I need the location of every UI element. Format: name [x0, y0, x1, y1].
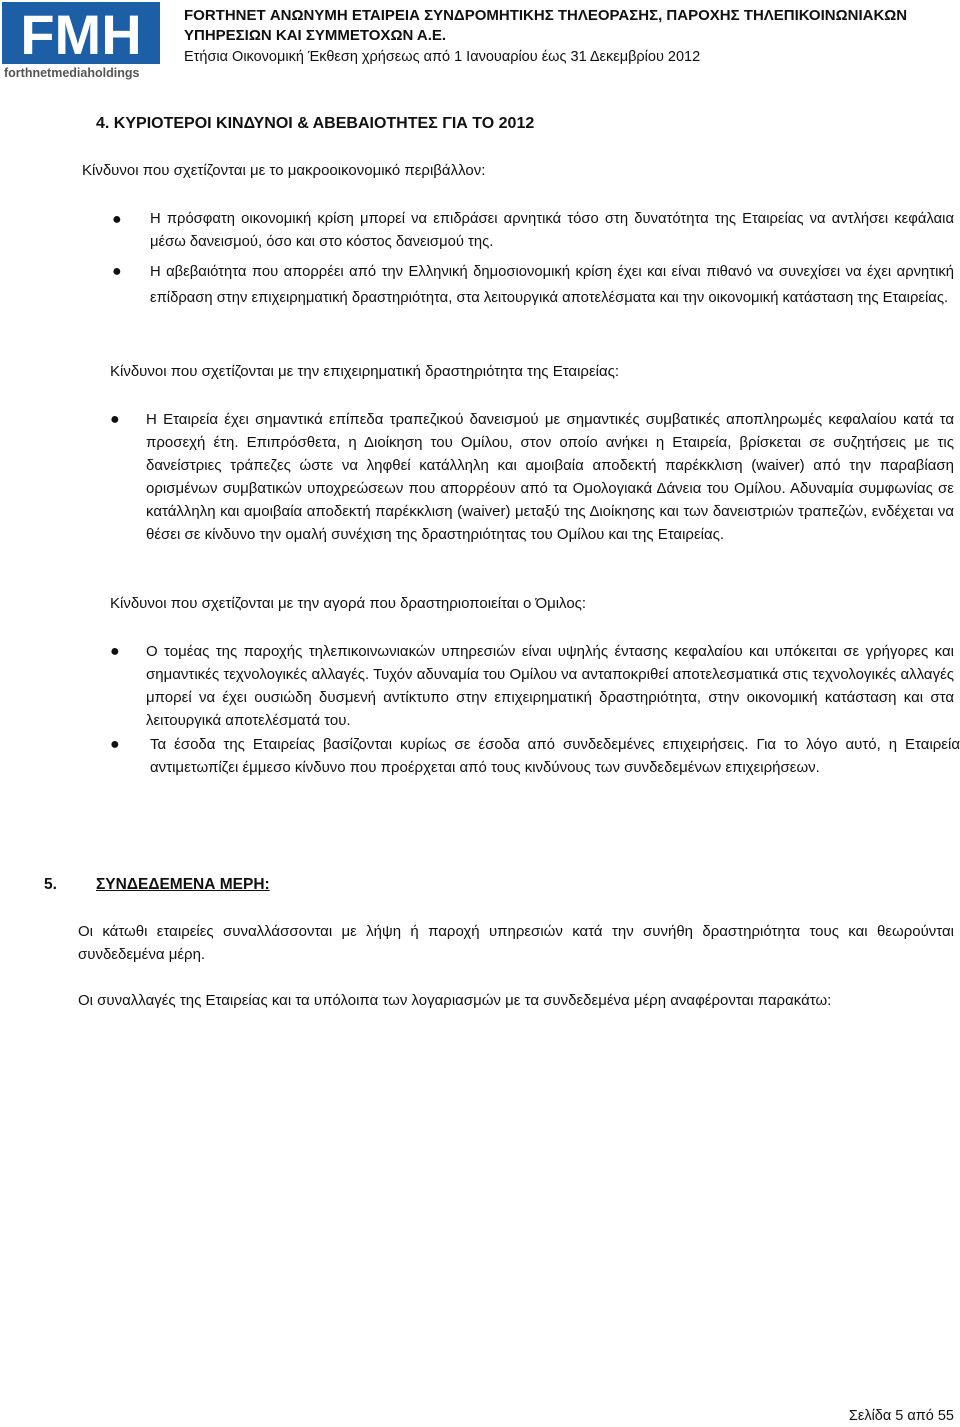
market-risks-heading: Κίνδυνοι που σχετίζονται με την αγορά που δραστηριοποιείται ο Όμιλος:: [110, 595, 587, 612]
section5-paragraph-1: Οι κάτωθι εταιρείες συναλλάσσονται με λήψη ή παροχή υπηρεσιών κατά την συνήθη δραστηριότητα τους και θεωρούνται συνδεδεμένα μέρη.: [78, 923, 954, 963]
logo-subtext: forthnetmediaholdings: [4, 66, 140, 80]
page-number: Σελίδα 5 από 55: [848, 1408, 954, 1424]
header-company-line2: ΥΠΗΡΕΣΙΩΝ ΚΑΙ ΣΥΜΜΕΤΟΧΩΝ Α.Ε.: [184, 27, 447, 44]
section5-title: ΣΥΝΔΕΔΕΜΕΝΑ ΜΕΡΗ:: [96, 876, 270, 893]
bullet-icon: ●: [110, 736, 120, 753]
macro-risks-heading: Κίνδυνοι που σχετίζονται με το μακροοικονομικό περιβάλλον:: [82, 162, 486, 179]
business-risks-heading: Κίνδυνοι που σχετίζονται με την επιχειρηματική δραστηριότητα της Εταιρείας:: [110, 363, 620, 380]
bullet-icon: ●: [112, 211, 122, 228]
logo-text: FMH: [20, 3, 142, 66]
section5-paragraph-2: Οι συναλλαγές της Εταιρείας και τα υπόλοιπα των λογαριασμών με τα συνδεδεμένα μέρη αναφέρονται παρακάτω:: [78, 992, 832, 1009]
bullet-icon: ●: [110, 411, 120, 428]
document-header: [184, 6, 960, 68]
header-report-line: Ετήσια Οικονομική Έκθεση χρήσεως από 1 Ιανουαρίου έως 31 Δεκεμβρίου 2012: [184, 49, 701, 65]
section5-number: 5.: [44, 876, 57, 893]
business-bullet-1: Η Εταιρεία έχει σημαντικά επίπεδα τραπεζικού δανεισμού με σημαντικές συμβατικές αποπληρωμές κεφαλαίου κατά τα προσεχή έτη. Επιπρόσθετα, η Διοίκηση του Ομίλου, στον οποίο ανήκει η Εταιρεία, βρίσκεται σε συζητήσεις με τις δανείστριες τράπεζες ώστε να ληφθεί κατάλληλη και αμοιβαία αποδεκτή παρέκκλιση (waiver) από την παραβίαση ορισμένων συμβατικών υποχρεώσεων που απορρέουν από τα Ομολογιακά Δάνεια του Ομίλου. Αδυναμία συμφωνίας σε κατάλληλη και αμοιβαία αποδεκτή παρέκκλιση (waiver) μεταξύ της Διοίκησης και των δανειστριών τραπεζών, ενδέχεται να θέσει σε κίνδυνο την ομαλή συνέχιση της δραστηριότητας του Ομίλου και της Εταιρείας.: [146, 411, 954, 543]
section4-title: 4. ΚΥΡΙΟΤΕΡΟΙ ΚΙΝΔΥΝΟΙ & ΑΒΕΒΑΙΟΤΗΤΕΣ ΓΙΑ ΤΟ 2012: [96, 115, 535, 132]
header-company-line1: FORTHNET ΑΝΩΝΥΜΗ ΕΤΑΙΡΕΙΑ ΣΥΝΔΡΟΜΗΤΙΚΗΣ ΤΗΛΕΟΡΑΣΗΣ, ΠΑΡΟΧΗΣ ΤΗΛΕΠΙΚΟΙΝΩΝΙΑΚΩΝ: [184, 7, 908, 24]
bullet-icon: ●: [110, 643, 120, 660]
bullet-icon: ●: [112, 263, 122, 280]
company-logo: [2, 2, 160, 82]
macro-bullet-2: Η αβεβαιότητα που απορρέει από την Ελληνική δημοσιονομική κρίση έχει και είναι πιθανό να συνεχίσει να έχει αρνητική επίδραση στην επιχειρηματική δραστηριότητα, στα λειτουργικά αποτελέσματα και την οικονομική κατάσταση της Εταιρείας.: [150, 264, 954, 306]
market-bullet-1: Ο τομέας της παροχής τηλεπικοινωνιακών υπηρεσιών είναι υψηλής έντασης κεφαλαίου και υπόκειται σε γρήγορες και σημαντικές τεχνολογικές αλλαγές. Τυχόν αδυναμία του Ομίλου να ανταποκριθεί αποτελεσματικά στις τεχνολογικές αλλαγές μπορεί να έχει ουσιώδη δυσμενή αντίκτυπο στην επιχειρηματική δραστηριότητα, στην οικονομική κατάσταση και στα λειτουργικά αποτελέσματά του.: [146, 643, 954, 729]
fmh-logo-graphic: [2, 2, 160, 82]
market-bullet-2: Τα έσοδα της Εταιρείας βασίζονται κυρίως σε έσοδα από συνδεδεμένες επιχειρήσεις. Για το λόγο αυτό, η Εταιρεία αντιμετωπίζει έμμεσο κίνδυνο που προέρχεται από τους κινδύνους των συνδεδεμένων επιχειρήσεων.: [150, 736, 960, 776]
macro-bullet-1: Η πρόσφατη οικονομική κρίση μπορεί να επιδράσει αρνητικά τόσο στη δυνατότητα της Εταιρείας να αντλήσει κεφάλαια μέσω δανεισμού, όσο και στο κόστος δανεισμού της.: [150, 211, 954, 250]
